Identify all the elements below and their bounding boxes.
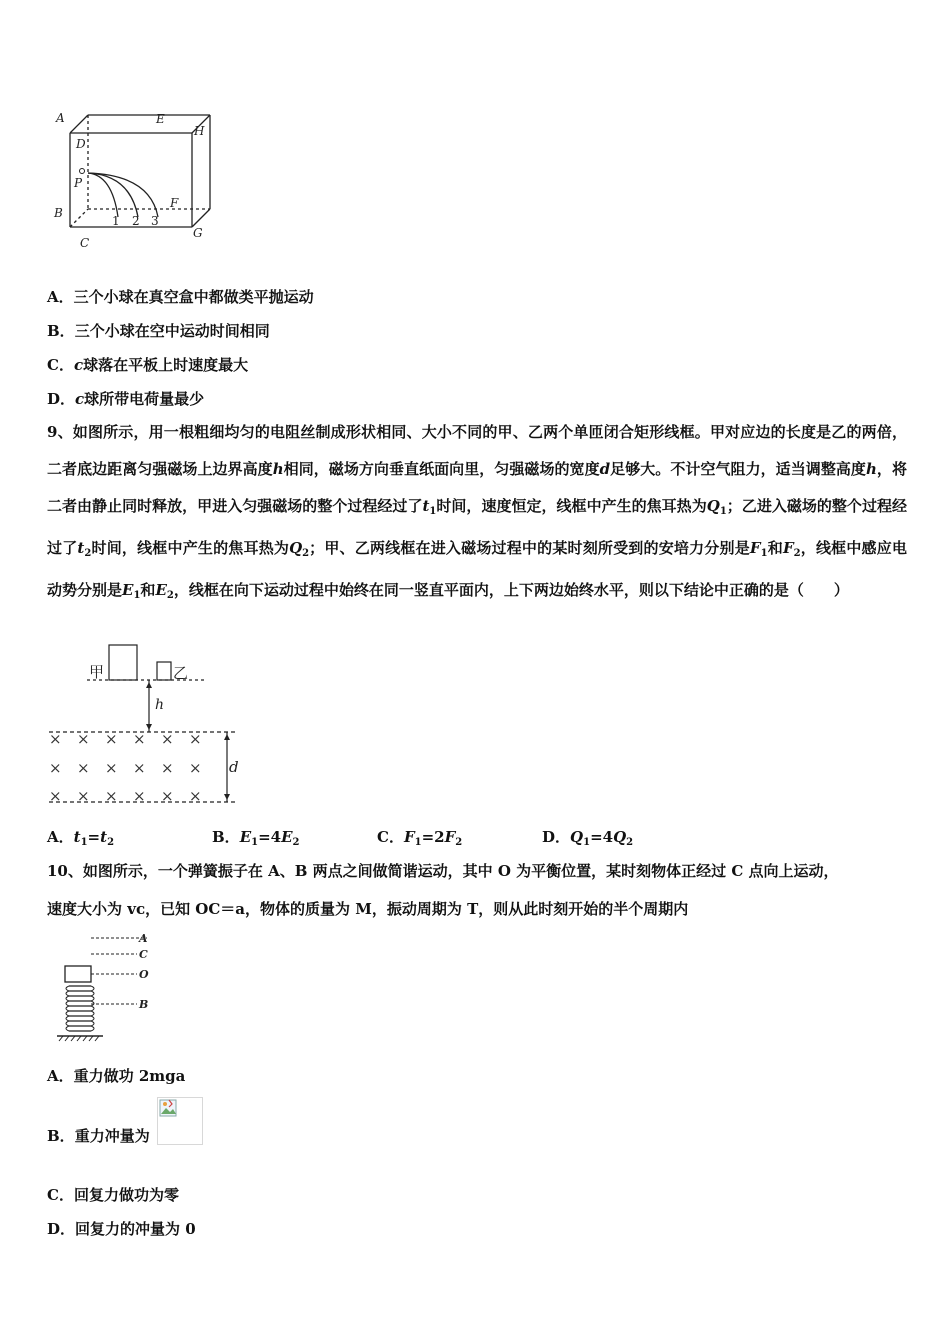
label-o-point: O: [139, 968, 149, 981]
q8-option-c[interactable]: C．c球落在平板上时速度最大: [47, 356, 249, 374]
svg-text:×: ×: [133, 759, 146, 777]
label-b-point: B: [139, 998, 149, 1011]
svg-text:×: ×: [105, 730, 118, 748]
label-b: B: [54, 206, 63, 220]
label-d-width: d: [229, 758, 239, 776]
label-p: P: [74, 176, 83, 190]
q9-option-c[interactable]: C．$F_1=2F_2$: [377, 828, 463, 848]
q10-option-b[interactable]: B．重力冲量为: [47, 1127, 150, 1145]
q10-stem-line1: 10、如图所示，一个弹簧振子在 A、B 两点之间做简谐运动，其中 O 为平衡位置，某时刻物体正经过 C 点向上运动，: [47, 862, 839, 880]
label-jia: 甲: [89, 663, 105, 681]
svg-text:×: ×: [161, 759, 174, 777]
label-h: H: [194, 124, 205, 138]
label-g: G: [193, 226, 203, 240]
svg-text:×: ×: [161, 787, 174, 805]
q9-option-a[interactable]: A．$t_1=t_2$: [47, 828, 115, 848]
broken-image-icon: [157, 1097, 203, 1145]
q9-option-b[interactable]: B．$E_1=4E_2$: [212, 828, 300, 848]
q10-stem-line2: 速度大小为 vᴄ，已知 OC＝a，物体的质量为 M，振动周期为 T，则从此时刻开始的半个周期内: [47, 900, 689, 918]
svg-text:×: ×: [189, 787, 202, 805]
label-a-point: A: [139, 932, 148, 945]
svg-text:×: ×: [189, 730, 202, 748]
label-d: D: [76, 137, 86, 151]
svg-text:×: ×: [49, 759, 62, 777]
svg-text:×: ×: [105, 787, 118, 805]
field-figure: [45, 640, 255, 810]
q10-option-a[interactable]: A．重力做功 2mga: [47, 1067, 186, 1085]
svg-text:×: ×: [189, 759, 202, 777]
svg-text:×: ×: [49, 787, 62, 805]
magnetic-field-crosses: [49, 730, 202, 805]
svg-text:×: ×: [133, 787, 146, 805]
spring-figure: [55, 928, 165, 1046]
label-c: C: [80, 236, 90, 250]
q9-stem: 9、如图所示，用一根粗细均匀的电阻丝制成形状相同、大小不同的甲、乙两个单匝闭合矩形线框。甲对应边的长度是乙的两倍，二者底边距离匀强磁场上边界高度h相同，磁场方向垂直纸面向里，匀强磁场的宽度d足够大。不计空气阻力，适当调整高度h，将二者由静止同时释放，甲进入匀强磁场的整个过程经过了$t_1$时间，速度恒定，线框中产生的焦耳热为$Q_1$；乙进入磁场的整个过程经过了$t_2$时间，线框中产生的焦耳热为$Q_2$；甲、乙两线框在进入磁场过程中的某时刻所受到的安培力分别是$F_1$和$F_2$，线框中感应电动势分别是$E_1$和$E_2$，线框在向下运动过程中始终在同一竖直平面内，上下两边始终水平，则以下结论中正确的是（ ）: [47, 423, 907, 601]
label-2: 2: [132, 214, 140, 228]
svg-text:×: ×: [161, 730, 174, 748]
label-e: E: [156, 112, 165, 126]
q10-option-c[interactable]: C．回复力做功为零: [47, 1186, 179, 1204]
q8-option-b[interactable]: B．三个小球在空中运动时间相同: [47, 322, 270, 340]
svg-text:×: ×: [77, 730, 90, 748]
label-1: 1: [112, 214, 120, 228]
svg-text:×: ×: [133, 730, 146, 748]
label-a: A: [56, 111, 65, 125]
label-3: 3: [151, 214, 159, 228]
q8-option-a[interactable]: A．三个小球在真空盒中都做类平抛运动: [47, 288, 314, 306]
svg-text:×: ×: [105, 759, 118, 777]
label-yi: 乙: [173, 664, 189, 682]
svg-text:×: ×: [49, 730, 62, 748]
svg-text:×: ×: [77, 787, 90, 805]
label-c-point: C: [139, 948, 148, 961]
q10-option-d[interactable]: D．回复力的冲量为 0: [47, 1220, 196, 1238]
q9-option-d[interactable]: D．$Q_1=4Q_2$: [542, 828, 634, 848]
label-h-height: h: [155, 697, 165, 713]
label-f: F: [170, 196, 179, 210]
q8-option-d[interactable]: D．c球所带电荷量最少: [47, 390, 205, 408]
svg-text:×: ×: [77, 759, 90, 777]
cube-figure: [50, 105, 220, 255]
